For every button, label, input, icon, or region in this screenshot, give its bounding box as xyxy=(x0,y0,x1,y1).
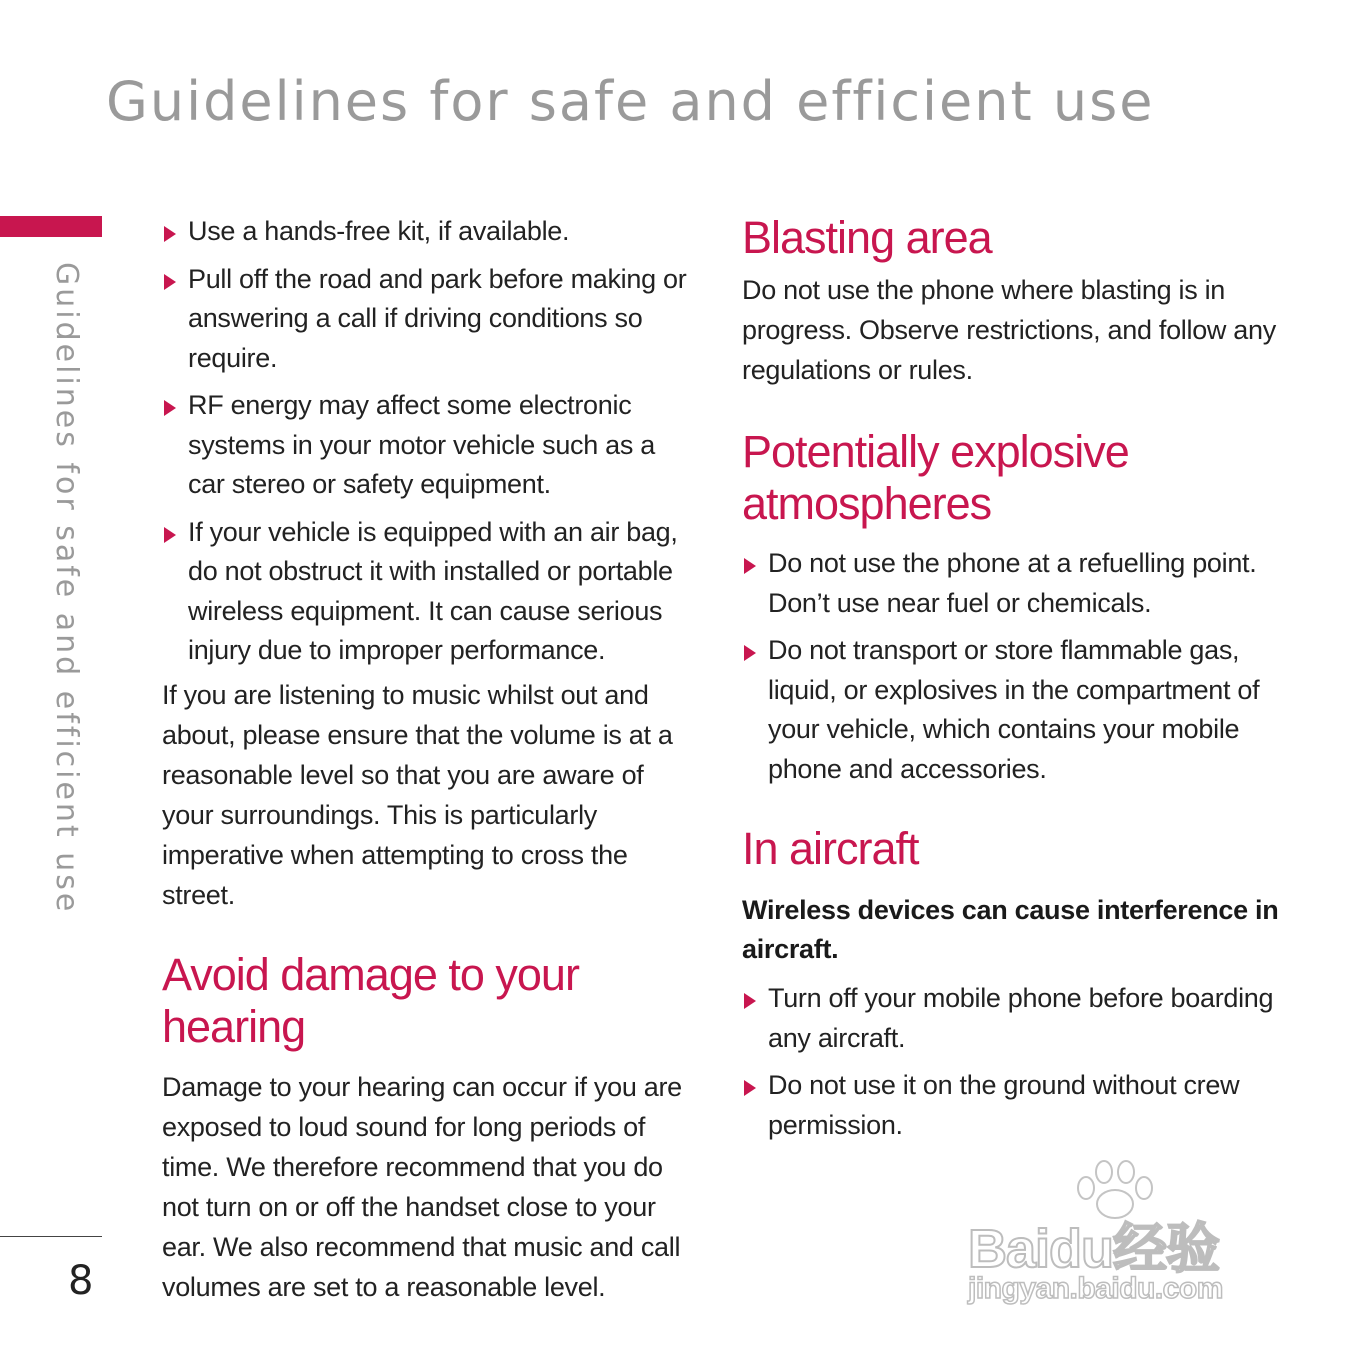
bullet-text: Do not transport or store flammable gas, liquid, or explosives in the compartment of your vehicle, which contains your mobile phone and accessories. xyxy=(768,635,1260,784)
bullet-arrow-icon xyxy=(164,274,176,290)
list-item xyxy=(742,544,1302,623)
aircraft-bullet-list xyxy=(742,979,1302,1145)
bullet-text: Do not use it on the ground without crew permission. xyxy=(768,1070,1240,1140)
list-item xyxy=(742,979,1302,1058)
list-item xyxy=(162,260,697,379)
list-item xyxy=(742,1066,1302,1145)
hearing-paragraph: Damage to your hearing can occur if you are exposed to loud sound for long periods of time. We therefore recommend that you do not turn on or off the handset close to your ear. We also recommend that music and call volumes are set to a reasonable level. xyxy=(162,1071,682,1302)
bullet-text: Do not use the phone at a refuelling point. Don’t use near fuel or chemicals. xyxy=(768,548,1257,618)
bullet-arrow-icon xyxy=(164,226,176,242)
list-item xyxy=(162,212,697,252)
left-column xyxy=(162,212,697,1307)
sidebar-vertical-title: Guidelines for safe and efficient use xyxy=(49,262,84,915)
bullet-arrow-icon xyxy=(164,527,176,543)
hearing-heading: Avoid damage to your hearing xyxy=(162,948,579,1052)
list-item xyxy=(162,386,697,505)
driving-bullet-list xyxy=(162,212,697,671)
right-column xyxy=(742,212,1302,1153)
music-volume-paragraph: If you are listening to music whilst out and about, please ensure that the volume is at a reasonable level so that you are aware of your surroundings. This is particularly imperative when attempting to cross the street. xyxy=(162,679,673,910)
section-accent-bar xyxy=(0,216,102,237)
watermark-brand: Baidu经验 xyxy=(968,1219,1220,1279)
bullet-text: Turn off your mobile phone before boarding any aircraft. xyxy=(768,983,1274,1053)
page-number-rule xyxy=(0,1236,102,1237)
bullet-text: Pull off the road and park before making or answering a call if driving conditions so require. xyxy=(188,263,687,373)
aircraft-heading: In aircraft xyxy=(742,823,919,874)
list-item xyxy=(742,631,1302,789)
bullet-text: Use a hands-free kit, if available. xyxy=(188,216,570,246)
bullet-arrow-icon xyxy=(164,400,176,416)
bullet-arrow-icon xyxy=(744,558,756,574)
page-title: Guidelines for safe and efficient use xyxy=(106,70,1155,133)
bullet-text: RF energy may affect some electronic systems in your motor vehicle such as a car stereo or safety equipment. xyxy=(188,390,655,499)
bullet-arrow-icon xyxy=(744,645,756,661)
watermark-url: jingyan.baidu.com xyxy=(968,1272,1223,1305)
blasting-paragraph: Do not use the phone where blasting is in progress. Observe restrictions, and follow any regulations or rules. xyxy=(742,275,1276,385)
bullet-arrow-icon xyxy=(744,1080,756,1096)
list-item xyxy=(162,513,697,671)
aircraft-lead: Wireless devices can cause interference in aircraft. xyxy=(742,895,1279,964)
bullet-arrow-icon xyxy=(744,993,756,1009)
explosive-heading: Potentially explosive atmospheres xyxy=(742,426,1129,529)
blasting-heading: Blasting area xyxy=(742,212,992,263)
page-number: 8 xyxy=(68,1258,94,1304)
baidu-jingyan-watermark xyxy=(968,1158,1280,1308)
explosive-bullet-list xyxy=(742,544,1302,789)
bullet-text: If your vehicle is equipped with an air bag, do not obstruct it with installed or portable wireless equipment. It can cause serious injury due to improper performance. xyxy=(188,516,678,665)
